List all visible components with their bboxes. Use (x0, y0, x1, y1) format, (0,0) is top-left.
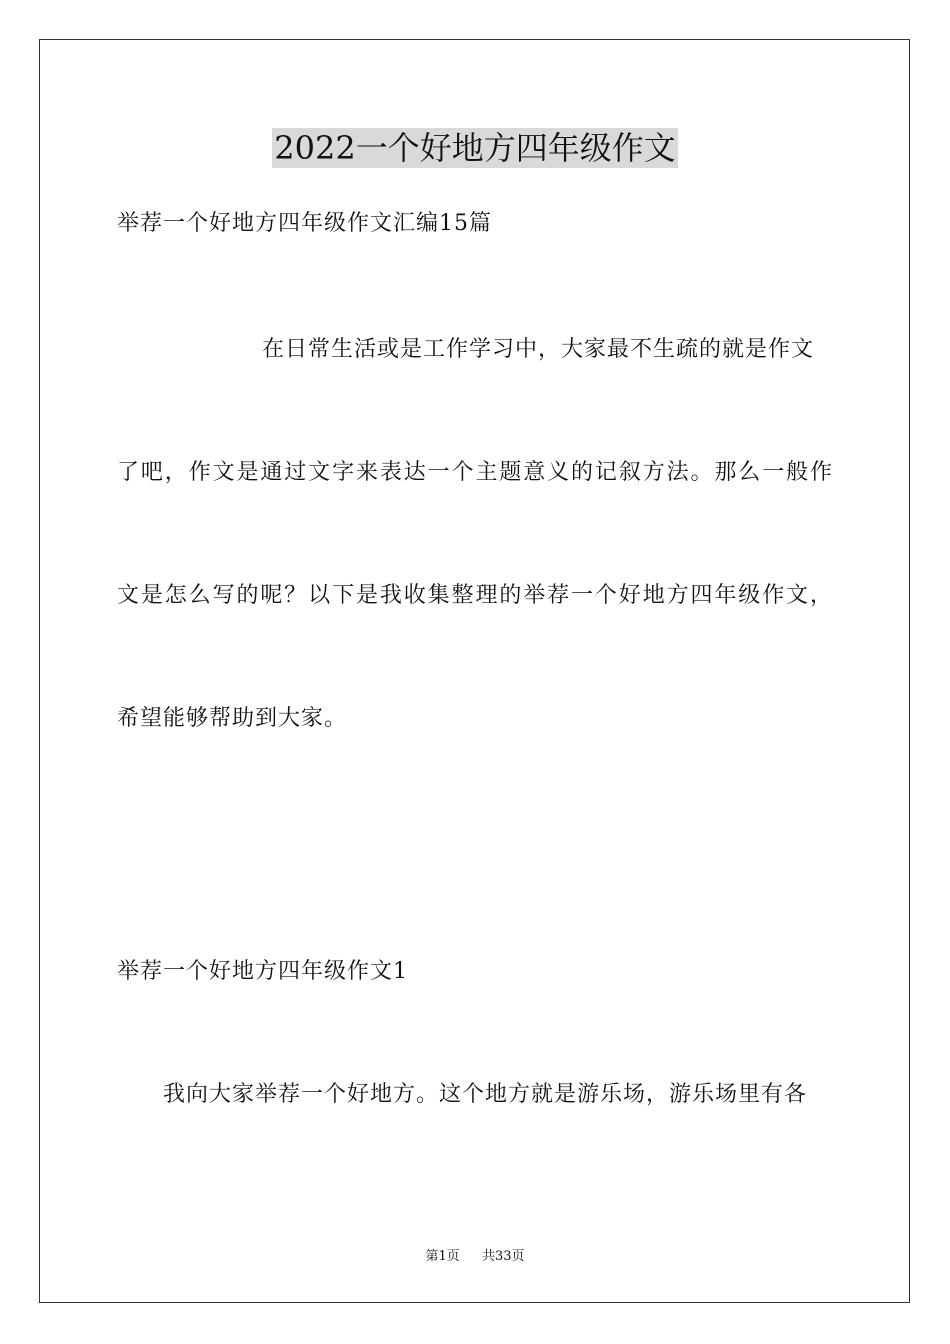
page-number: 第1页 (425, 1249, 460, 1264)
intro-line-2: 了吧，作文是通过文字来表达一个主题意义的记叙方法。那么一般作 (117, 460, 833, 485)
document-title: 2022一个好地方四年级作文 (274, 129, 676, 167)
intro-line-4: 希望能够帮助到大家。 (117, 706, 348, 731)
page-footer (0, 1248, 950, 1266)
section-line-1: 我向大家举荐一个好地方。这个地方就是游乐场，游乐场里有各 (163, 1082, 808, 1107)
document-subtitle: 举荐一个好地方四年级作文汇编15篇 (117, 211, 492, 236)
title-container (0, 128, 950, 168)
page-total: 共33页 (482, 1249, 525, 1264)
intro-line-3: 文是怎么写的呢？以下是我收集整理的举荐一个好地方四年级作文， (117, 583, 833, 608)
intro-line-1: 在日常生活或是工作学习中，大家最不生疏的就是作文 (262, 337, 815, 362)
section-heading: 举荐一个好地方四年级作文1 (117, 959, 408, 984)
